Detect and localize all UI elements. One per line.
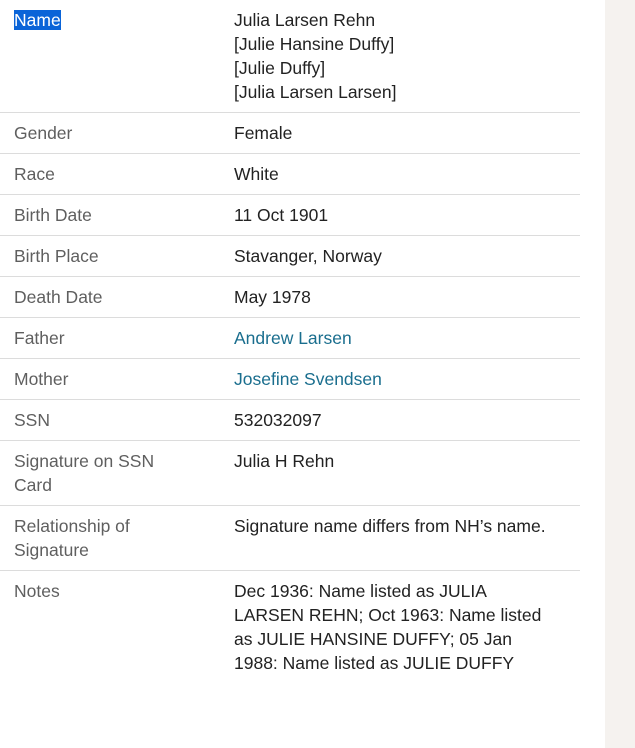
record-row-mother: [0, 359, 580, 400]
record-row-relationship: [0, 506, 580, 571]
record-row-birth-place: [0, 236, 580, 277]
alternate-name: [Julie Hansine Duffy]: [234, 34, 395, 54]
race-label: Race: [14, 164, 55, 184]
record-value-name: [234, 0, 580, 113]
record-row-birth-date: [0, 195, 580, 236]
record-value-birth-date: 11 Oct 1901: [234, 205, 329, 225]
record-value-race: White: [234, 164, 279, 184]
father-link[interactable]: Andrew Larsen: [234, 328, 352, 348]
primary-name: Julia Larsen Rehn: [234, 10, 376, 30]
record-label-ssn: [0, 400, 234, 441]
father-label: Father: [14, 328, 65, 348]
record-label-death-date: [0, 277, 234, 318]
record-row-death-date: [0, 277, 580, 318]
right-side-panel: [605, 0, 635, 748]
record-row-signature: [0, 441, 580, 506]
signature-label: Signature on SSN Card: [14, 451, 155, 495]
record-value-relationship: Signature name differs from NH’s name.: [234, 516, 546, 536]
record-row-gender: [0, 113, 580, 154]
record-row-ssn: [0, 400, 580, 441]
record-label-signature: [0, 441, 234, 506]
record-label-relationship: [0, 506, 234, 571]
record-value-mother: [234, 359, 580, 400]
record-label-birth-place: [0, 236, 234, 277]
alternate-name: [Julia Larsen Larsen]: [234, 82, 397, 102]
notes-label: Notes: [14, 581, 60, 601]
record-value-death-date: May 1978: [234, 287, 311, 307]
record-label-father: [0, 318, 234, 359]
record-label-birth-date: [0, 195, 234, 236]
record-label-name: [0, 0, 234, 113]
record-value-notes: Dec 1936: Name listed as JULIA LARSEN REHN; Oct 1963: Name listed as JULIE HANSINE DUFFY; 05 Jan 1988: Name listed as JULIE DUFFY: [234, 581, 542, 673]
death-date-label: Death Date: [14, 287, 103, 307]
record-row-father: [0, 318, 580, 359]
record-label-gender: [0, 113, 234, 154]
record-row-name: [0, 0, 580, 113]
record-value-father: [234, 318, 580, 359]
record-value-gender: Female: [234, 123, 293, 143]
ssn-label: SSN: [14, 410, 50, 430]
relationship-label: Relationship of Signature: [14, 516, 130, 560]
name-label-selected[interactable]: Name: [14, 10, 61, 30]
record-value-birth-place: Stavanger, Norway: [234, 246, 382, 266]
record-value-ssn: 532032097: [234, 410, 322, 430]
mother-label: Mother: [14, 369, 69, 389]
mother-link[interactable]: Josefine Svendsen: [234, 369, 382, 389]
gender-label: Gender: [14, 123, 73, 143]
record-label-mother: [0, 359, 234, 400]
birth-date-label: Birth Date: [14, 205, 92, 225]
alternate-name: [Julie Duffy]: [234, 58, 326, 78]
record-value-signature: Julia H Rehn: [234, 451, 335, 471]
record-row-notes: [0, 571, 580, 684]
record-label-notes: [0, 571, 234, 684]
record-row-race: [0, 154, 580, 195]
birth-place-label: Birth Place: [14, 246, 99, 266]
record-label-race: [0, 154, 234, 195]
